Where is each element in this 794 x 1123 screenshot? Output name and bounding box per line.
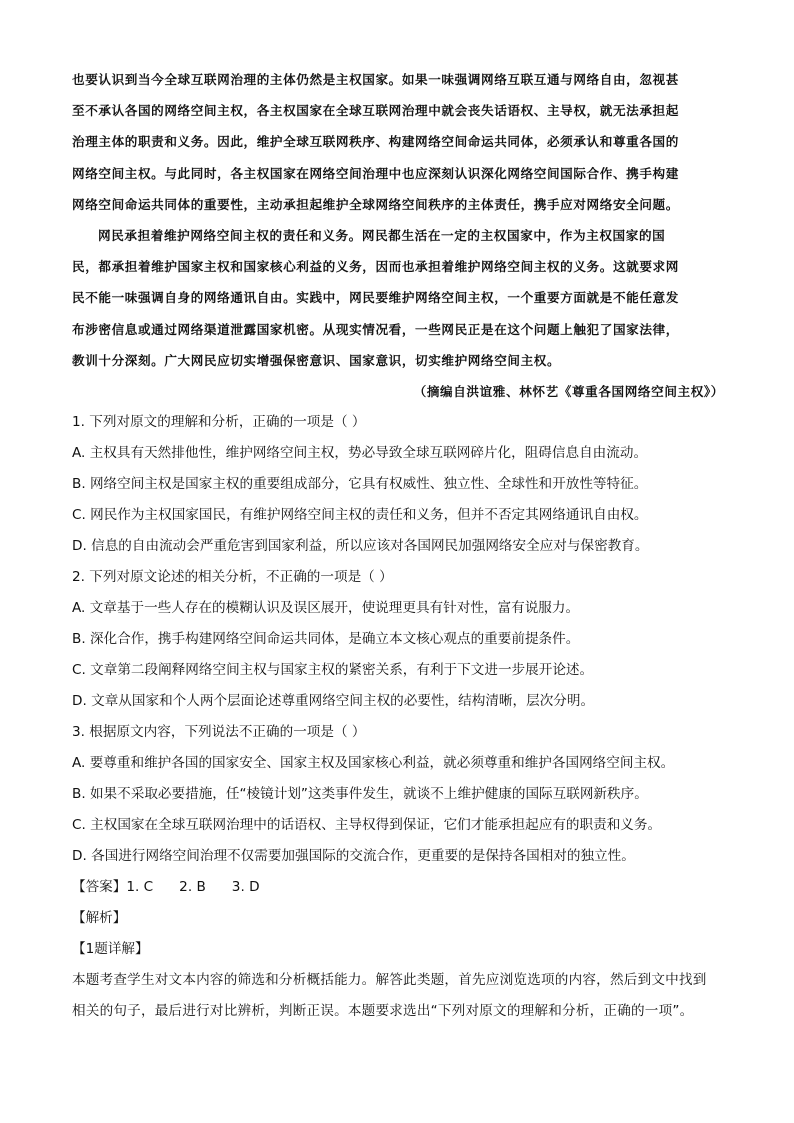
passage-line: 教训十分深刻。广大网民应切实增强保密意识、国家意识，切实维护网络空间主权。: [72, 352, 561, 368]
passage-source: （摘编自洪谊雅、林怀艺《尊重各国网络空间主权》）: [413, 384, 724, 400]
question-3-option-b: B. 如果不采取必要措施，任“棱镜计划”这类事件发生，就谈不上维护健康的国际互联网新秩序。: [72, 786, 648, 802]
passage-paragraph-1: [72, 64, 724, 220]
question-2-stem: 2. 下列对原文论述的相关分析，不正确的一项是（ ）: [72, 569, 393, 585]
passage-line: 网民承担着维护网络空间主权的责任和义务。网民都生活在一定的主权国家中，作为主权国家的国: [98, 228, 666, 244]
question-2-option-b: B. 深化合作，携手构建网络空间命运共同体，是确立本文核心观点的重要前提条件。: [72, 631, 580, 647]
answer-item: 3. D: [231, 879, 260, 895]
question-3-option-c: C. 主权国家在全球互联网治理中的话语权、主导权得到保证，它们才能承担起应有的职责和义务。: [72, 817, 662, 833]
question-2-option-d: D. 文章从国家和个人两个层面论述尊重网络空间主权的必要性，结构清晰，层次分明。: [72, 693, 595, 709]
questions-section: [72, 407, 732, 1027]
question-1-option-c: C. 网民作为主权国家国民，有维护网络空间主权的责任和义务，但并不否定其网络通讯自由权。: [72, 507, 648, 523]
analysis-label: 【解析】: [72, 910, 127, 926]
question-3-option-a: A. 要尊重和维护各国的国家安全、国家主权及国家核心利益，就必须尊重和维护各国网络空间主权。: [72, 755, 675, 771]
passage-line: 也要认识到当今全球互联网治理的主体仍然是主权国家。如果一味强调网络互联互通与网络自由，忽视甚: [72, 72, 679, 87]
question-2-option-c: C. 文章第二段阐释网络空间主权与国家主权的紧密关系，有利于下文进一步展开论述。: [72, 662, 594, 678]
passage-line: 治理主体的职责和义务。因此，维护全球互联网秩序、构建网络空间命运共同体，必须承认和尊重各国的: [72, 134, 679, 150]
passage-line: 民不能一味强调自身的网络通讯自由。实践中，网民要维护网络空间主权，一个重要方面就是不能任意发: [72, 290, 679, 306]
passage-line: 网络空间主权。与此同时，各主权国家在网络空间治理中也应深刻认识深化网络空间国际合作、携手构建: [72, 165, 679, 181]
answer-item: 2. B: [179, 879, 206, 895]
question-1-option-a: A. 主权具有天然排他性，维护网络空间主权，势必导致全球互联网碎片化，阻碍信息自由流动。: [72, 445, 648, 461]
question-2-option-a: A. 文章基于一些人存在的模糊认识及误区展开，使说理更具有针对性，富有说服力。: [72, 600, 580, 616]
answer-label: 【答案】: [72, 879, 127, 895]
answer-row: [72, 872, 732, 903]
analysis-sub-label: 【1题详解】: [72, 941, 149, 957]
passage-line: 至不承认各国的网络空间主权，各主权国家在全球互联网治理中就会丧失话语权、主导权，就无法承担起: [72, 103, 679, 119]
analysis-text-line: 相关的句子，最后进行对比辨析，判断正误。本题要求选出“下列对原文的理解和分析，正确的一项”。: [72, 1003, 694, 1019]
analysis-text-line: 本题考查学生对文本内容的筛选和分析概括能力。解答此类题，首先应浏览选项的内容，然后到文中找到: [72, 972, 707, 988]
reading-passage: [72, 64, 724, 407]
question-1-option-d: D. 信息的自由流动会严重危害到国家利益，所以应该对各国网民加强网络安全应对与保密教育。: [72, 538, 649, 554]
passage-line: 布涉密信息或通过网络渠道泄露国家机密。从现实情况看，一些网民正是在这个问题上触犯了国家法律，: [72, 321, 679, 337]
passage-paragraph-2: [72, 220, 724, 376]
passage-line: 网络空间命运共同体的重要性，主动承担起维护全球网络空间秩序的主体责任，携手应对网络安全问题。: [72, 196, 679, 212]
question-1-stem: 1. 下列对原文的理解和分析，正确的一项是（ ）: [72, 414, 366, 430]
passage-line: 民，都承担着维护国家主权和国家核心利益的义务，因而也承担着维护网络空间主权的义务。这就要求网: [72, 259, 679, 275]
question-3-option-d: D. 各国进行网络空间治理不仅需要加强国际的交流合作，更重要的是保持各国相对的独立性。: [72, 848, 635, 864]
answer-item: 1. C: [126, 879, 154, 895]
question-3-stem: 3. 根据原文内容，下列说法不正确的一项是（ ）: [72, 724, 366, 740]
question-1-option-b: B. 网络空间主权是国家主权的重要组成部分，它具有权威性、独立性、全球性和开放性等特征。: [72, 476, 648, 492]
